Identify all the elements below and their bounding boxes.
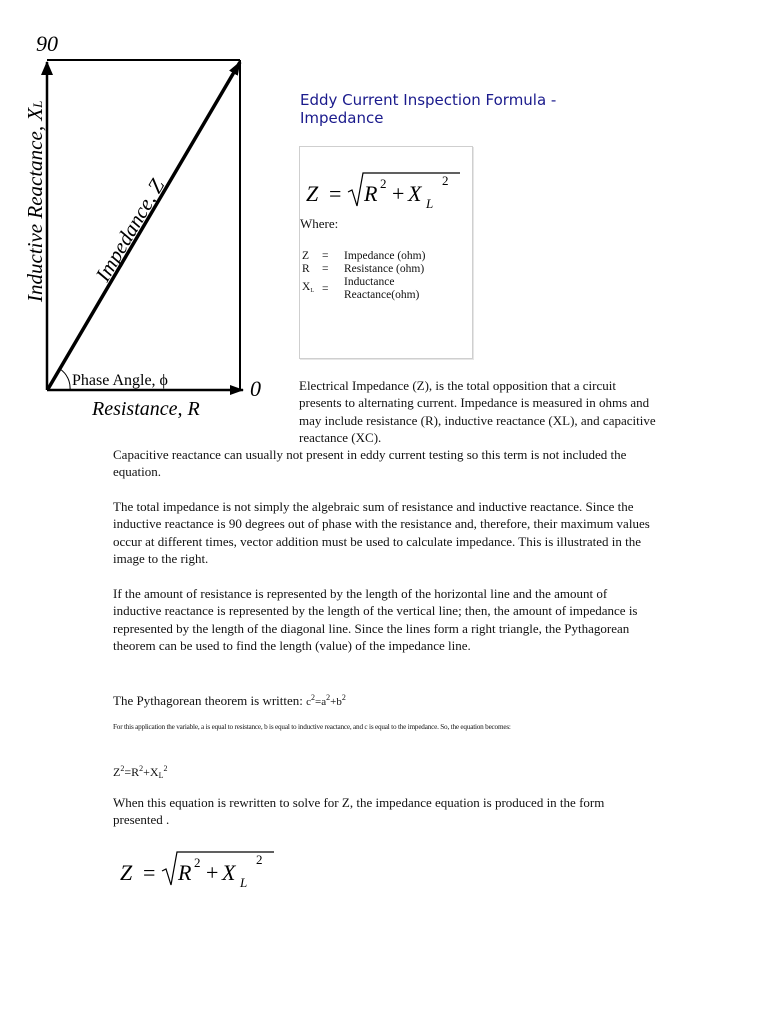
formula-r: R: [364, 181, 378, 206]
application-note: For this application the variable, a is equal to resistance, b is equal to inductive reactance, and c is equal to the impedance. So, the equation becomes:: [113, 723, 511, 731]
variable-equals: =: [322, 282, 329, 295]
formula-x-exp: 2: [256, 852, 263, 867]
variable-row: [302, 263, 454, 276]
formula-plus: +: [206, 860, 219, 885]
phase-angle-arc: [60, 369, 70, 390]
formula-r-exp: 2: [194, 855, 201, 870]
page-heading: Eddy Current Inspection Formula - Impedance: [300, 91, 557, 127]
impedance-formula: [302, 168, 467, 214]
formula-x-exp: 2: [442, 173, 449, 188]
variable-equals: =: [322, 263, 329, 275]
formula-x-sub: L: [426, 196, 434, 211]
impedance-label: Impedance, Z: [90, 174, 170, 286]
triangle-paragraph: If the amount of resistance is represented by the length of the horizontal line and the amount of inductive reactance is represented by the length of the vertical line; then, the amount of impedance is represented by the length of the diagonal line. Since the lines form a right triangle, the Pythagorean theorem can be used to find the length (value) of the impedance line.: [113, 586, 638, 654]
variable-symbol: R: [302, 263, 310, 275]
variable-definition: Inductance Reactance(ohm): [344, 276, 420, 301]
variable-symbol-sub: L: [310, 287, 314, 294]
y-axis-title: Inductive Reactance, XL: [23, 100, 47, 302]
formula-equals: =: [329, 181, 342, 206]
variable-symbol: Z: [302, 250, 310, 262]
intro-paragraph: Electrical Impedance (Z), is the total opposition that a circuit presents to alternating current. Impedance is measured in ohms and may include resistance (R), inductive reactance (XL), and capacitive reactance (XC).: [299, 378, 656, 446]
formula-plus: +: [392, 181, 405, 206]
pythagorean-line: The Pythagorean theorem is written: $c^2=a^2+b^2$: [113, 693, 346, 708]
rewritten-paragraph: When this equation is rewritten to solve for Z, the impedance equation is produced in the form presented .: [113, 795, 605, 828]
variable-symbol: X: [302, 280, 311, 293]
variable-definition: Impedance (ohm): [344, 250, 426, 262]
variable-definition: Resistance (ohm): [344, 263, 425, 275]
formula-z: Z: [120, 860, 133, 885]
variable-equals: =: [322, 250, 329, 262]
formula-equals: =: [143, 860, 156, 885]
formula-x-sub: L: [240, 875, 248, 890]
where-label: Where:: [300, 216, 339, 231]
formula-x: X: [222, 860, 236, 885]
variable-row: [302, 250, 454, 263]
angle-90-label: 90: [36, 31, 58, 56]
angle-0-label: 0: [250, 376, 261, 401]
formula-r-exp: 2: [380, 176, 387, 191]
x-axis-title: Resistance, R: [92, 398, 200, 420]
variable-row: [302, 276, 454, 302]
impedance-diagram: [0, 0, 290, 430]
variable-table: [302, 250, 454, 302]
impedance-formula-bottom: [116, 847, 281, 893]
impedance-squared-equation: $Z^2=R^2+X_L^2$: [113, 764, 168, 780]
formula-r: R: [178, 860, 192, 885]
formula-x: X: [408, 181, 422, 206]
capacitive-paragraph: Capacitive reactance can usually not present in eddy current testing so this term is not included the equation.: [113, 447, 627, 480]
phase-angle-label: Phase Angle, ϕ: [72, 372, 168, 389]
total-impedance-paragraph: The total impedance is not simply the algebraic sum of resistance and inductive reactance. Since the inductive reactance is 90 degrees out of phase with the resistance and, therefore, their maximum values occur at different times, vector addition must be used to calculate impedance. This is illustrated in the image to the right.: [113, 499, 650, 567]
formula-z: Z: [306, 181, 319, 206]
